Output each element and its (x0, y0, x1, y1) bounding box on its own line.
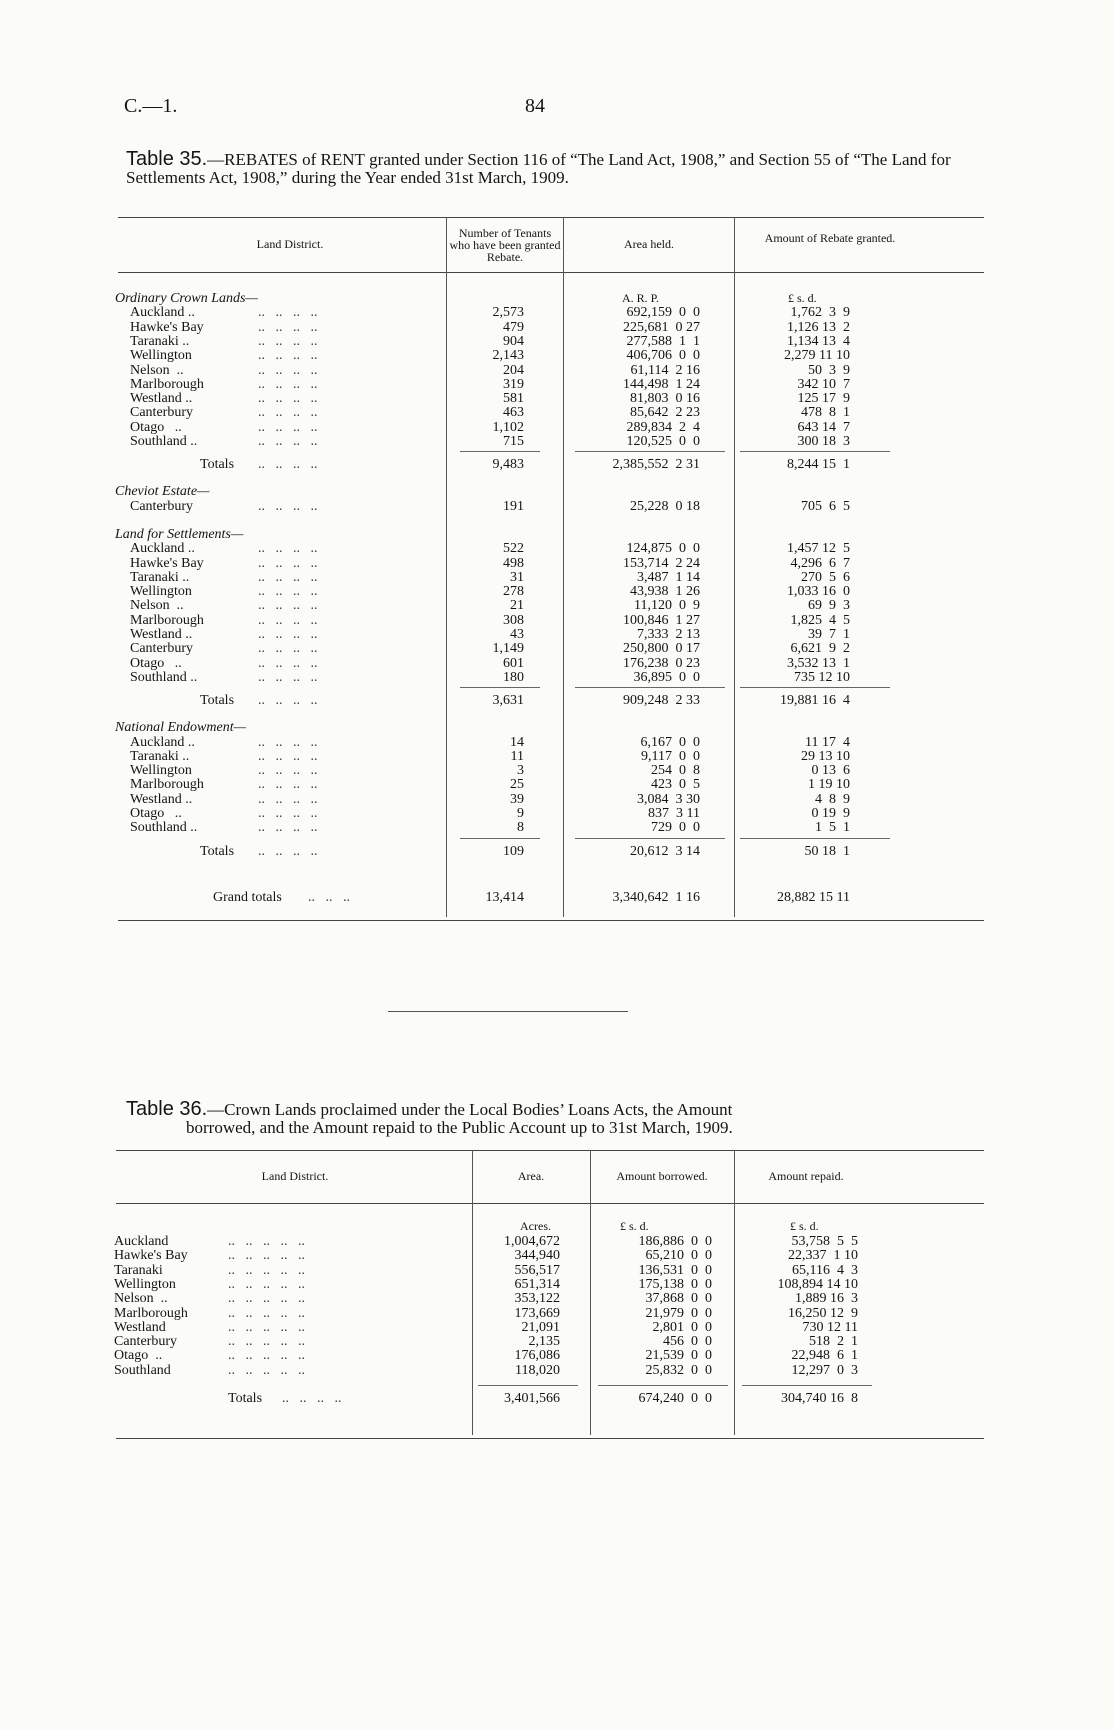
district-name: Nelson .. (114, 1291, 168, 1307)
rebate-amount: 29 13 10 (801, 748, 850, 764)
t35-row: Canterbury .. .. .. .. 1,149 250,800 0 17 6,621 9 2 (130, 641, 850, 657)
district-name: Wellington (130, 348, 192, 364)
area-acres: 176,086 (514, 1348, 560, 1364)
t35-row: Wellington .. .. .. .. 2,143 406,706 0 0 2,279 11 10 (130, 348, 850, 364)
district-name: Westland (114, 1319, 166, 1335)
table36-caption: Table 36.—Crown Lands proclaimed under the Local Bodies’ Loans Acts, the Amount borrowed, and the Amount repaid to the Public Account up to 31st March, 1909. (126, 1098, 733, 1137)
rebate-amount: 69 9 3 (808, 598, 850, 614)
amount-borrowed: 21,979 0 0 (645, 1305, 712, 1321)
t36-row: Taranaki .. .. .. .. .. 556,517 136,531 0 0 65,116 4 3 (114, 1262, 858, 1278)
area-held: 36,895 0 0 (633, 669, 700, 685)
tenants-count: 204 (503, 362, 524, 378)
area-held: 406,706 0 0 (626, 348, 700, 364)
t35-row: Otago .. .. .. .. .. 9 837 3 11 0 19 9 (130, 806, 850, 821)
rebate-amount: 6,621 9 2 (790, 641, 850, 657)
area-acres: 2,135 (528, 1334, 560, 1350)
district-name: Taranaki (114, 1262, 163, 1278)
area-held: 250,800 0 17 (623, 641, 700, 657)
area-held: 25,228 0 18 (630, 498, 700, 514)
t35-grand-totals-row: Grand totals .. .. .. 13,414 3,340,642 1 16 28,882 15 11 (213, 890, 850, 905)
totals-label: Totals (200, 693, 235, 709)
rebate-amount: 342 10 7 (797, 376, 850, 392)
area-held: 144,498 1 24 (623, 376, 700, 392)
rebate-amount: 3,532 13 1 (787, 655, 850, 671)
area-held: 729 0 0 (651, 820, 700, 836)
subtotal-rule (740, 451, 890, 452)
amount-repaid: 22,337 1 10 (788, 1248, 858, 1264)
tenants-count: 278 (503, 584, 524, 600)
district-name: Nelson .. (130, 362, 184, 378)
district-name: Wellington (114, 1276, 176, 1292)
amount-repaid: 22,948 6 1 (791, 1348, 858, 1364)
rebate-amount: 1,825 4 5 (790, 612, 850, 628)
t35-header-district: Land District. (256, 237, 324, 251)
totals-label: Totals (200, 457, 235, 473)
tenants-count: 21 (510, 598, 524, 614)
district-name: Hawke's Bay (130, 319, 204, 335)
t35-row: Auckland .. .. .. .. .. 14 6,167 0 0 11 17 4 (130, 734, 850, 750)
rebate-amount: 478 8 1 (801, 405, 850, 421)
tenants-count: 308 (503, 612, 524, 628)
tenants-count: 319 (503, 376, 524, 392)
t35-row: Nelson .. .. .. .. .. 204 61,114 2 16 50 3 9 (130, 362, 850, 378)
t35-money-units: £ s. d. (788, 291, 817, 305)
t35-section-title: Cheviot Estate— (115, 484, 210, 500)
t35-row: Marlborough .. .. .. .. 319 144,498 1 24 342 10 7 (130, 376, 850, 392)
rebate-amount: 125 17 9 (797, 391, 850, 407)
area-held: 124,875 0 0 (626, 541, 700, 557)
t36-area-units: Acres. (520, 1219, 551, 1233)
table35-caption: Table 35.—REBATES of RENT granted under Section 116 of “The Land Act, 1908,” and Section 55 of “The Land for Settlements Act, 1908,” during the Year ended 31st March, 1909. (126, 148, 951, 187)
tenants-count: 9 (517, 806, 524, 821)
rebate-amount: 1,126 13 2 (787, 319, 850, 335)
district-name: Southland .. (130, 820, 198, 836)
subtotal-rule (460, 687, 540, 688)
t35-area-units: A. R. P. (622, 291, 660, 305)
tenants-count: 904 (503, 333, 524, 349)
tenants-count: 2,143 (492, 348, 524, 364)
area-held: 289,834 2 4 (626, 419, 700, 435)
t36-repaid-units: £ s. d. (790, 1219, 819, 1233)
t36-row: Wellington .. .. .. .. .. 651,314 175,138 0 0 108,894 14 10 (114, 1276, 858, 1292)
rebate-amount: 4,296 6 7 (790, 555, 850, 571)
t35-row: Westland .. .. .. .. .. 581 81,803 0 16 125 17 9 (130, 391, 850, 407)
tenants-count: 715 (503, 434, 524, 449)
t35-row: Westland .. .. .. .. .. 43 7,333 2 13 39 7 1 (130, 627, 850, 642)
amount-borrowed: 2,801 0 0 (652, 1319, 712, 1335)
district-name: Canterbury (114, 1334, 177, 1350)
tenants-count: 180 (503, 669, 524, 685)
district-name: Hawke's Bay (114, 1248, 188, 1264)
district-name: Nelson .. (130, 598, 184, 614)
area-held: 153,714 2 24 (623, 555, 700, 571)
district-name: Taranaki .. (130, 748, 190, 764)
area-acres: 173,669 (514, 1305, 560, 1321)
district-name: Canterbury (130, 405, 193, 421)
area-held: 3,487 1 14 (637, 569, 700, 585)
t35-row: Taranaki .. .. .. .. .. 904 277,588 1 1 1,134 13 4 (130, 333, 850, 349)
t36-row: Southland .. .. .. .. .. 118,020 25,832 0 0 12,297 0 3 (114, 1362, 858, 1378)
rebate-amount: 1,033 16 0 (787, 584, 850, 600)
district-name: Southland .. (130, 434, 198, 449)
district-name: Taranaki .. (130, 569, 190, 585)
amount-repaid: 53,758 5 5 (791, 1234, 858, 1249)
amount-borrowed: 136,531 0 0 (638, 1262, 712, 1278)
t35-totals-row: Totals .. .. .. .. 9,483 2,385,552 2 31 8,244 15 1 (200, 457, 850, 473)
district-name: Wellington (130, 763, 192, 779)
rebate-amount: 2,279 11 10 (784, 348, 850, 364)
amount-repaid: 1,889 16 3 (795, 1291, 858, 1307)
district-name: Southland (114, 1362, 171, 1378)
t35-section-title: National Endowment— (115, 720, 247, 736)
rebate-amount: 0 13 6 (811, 763, 850, 779)
district-name: Marlborough (130, 777, 204, 793)
t35-header-rebate: Amount of Rebate granted. (764, 231, 896, 245)
area-held: 277,588 1 1 (626, 333, 700, 349)
totals-label: Totals (200, 843, 235, 859)
t35-row: Westland .. .. .. .. .. 39 3,084 3 30 4 8 9 (130, 791, 850, 807)
t35-section-title: Ordinary Crown Lands— (115, 291, 258, 306)
area-held: 176,238 0 23 (623, 655, 700, 671)
subtotal-rule (740, 838, 890, 839)
area-held: 81,803 0 16 (630, 391, 700, 407)
t35-header-area: Area held. (624, 237, 674, 251)
district-name: Southland .. (130, 669, 198, 685)
area-acres: 1,004,672 (504, 1234, 560, 1249)
t35-row: Wellington .. .. .. .. 3 254 0 8 0 13 6 (130, 763, 850, 779)
subtotal-rule (460, 451, 540, 452)
district-name: Marlborough (130, 612, 204, 628)
rebate-amount: 643 14 7 (797, 419, 850, 435)
t35-row: Hawke's Bay .. .. .. .. 479 225,681 0 27 1,126 13 2 (130, 319, 850, 335)
rebate-amount: 1,762 3 9 (790, 305, 850, 321)
t36-header-borrowed: Amount borrowed. (616, 1169, 708, 1183)
area-acres: 21,091 (521, 1319, 560, 1335)
tenants-count: 463 (503, 405, 524, 421)
district-name: Auckland .. (130, 305, 195, 321)
rebate-amount: 39 7 1 (808, 627, 850, 642)
t35-totals-row: Totals .. .. .. .. 3,631 909,248 2 33 19,881 16 4 (200, 693, 850, 709)
amount-repaid: 12,297 0 3 (791, 1362, 858, 1378)
page-code: C.—1. (124, 95, 178, 117)
tenants-count: 1,149 (492, 641, 524, 657)
t35-row: Nelson .. .. .. .. .. 21 11,120 0 9 69 9 3 (130, 598, 850, 614)
page-number: 84 (525, 95, 545, 117)
rebate-amount: 0 19 9 (811, 806, 850, 821)
area-acres: 118,020 (515, 1362, 560, 1378)
t35-row: Taranaki .. .. .. .. .. 31 3,487 1 14 270 5 6 (130, 569, 850, 585)
area-held: 11,120 0 9 (634, 598, 700, 614)
tenants-count: 11 (510, 748, 524, 764)
subtotal-rule (598, 1385, 728, 1386)
area-held: 254 0 8 (651, 763, 700, 779)
t36-row: Hawke's Bay .. .. .. .. .. 344,940 65,210 0 0 22,337 1 10 (114, 1248, 858, 1264)
t36-borrowed-units: £ s. d. (620, 1219, 649, 1233)
tenants-count: 3 (517, 763, 524, 779)
rebate-amount: 705 6 5 (801, 498, 850, 514)
amount-repaid: 65,116 4 3 (792, 1262, 858, 1278)
rebate-amount: 11 17 4 (805, 734, 850, 750)
rebate-amount: 1 5 1 (815, 820, 850, 836)
t36-row: Marlborough .. .. .. .. .. 173,669 21,979 0 0 16,250 12 9 (114, 1305, 858, 1321)
district-name: Wellington (130, 584, 192, 600)
amount-borrowed: 21,539 0 0 (645, 1348, 712, 1364)
t35-section-title: Land for Settlements— (115, 526, 244, 542)
area-held: 423 0 5 (651, 777, 700, 793)
t36-row: Nelson .. .. .. .. .. .. 353,122 37,868 0 0 1,889 16 3 (114, 1291, 858, 1307)
area-held: 692,159 0 0 (626, 305, 700, 321)
tenants-count: 2,573 (492, 305, 524, 321)
district-name: Canterbury (130, 641, 193, 657)
t36-header-area: Area. (517, 1169, 545, 1183)
district-name: Marlborough (114, 1305, 188, 1321)
t36-row: Otago .. .. .. .. .. .. 176,086 21,539 0 0 22,948 6 1 (114, 1348, 858, 1364)
amount-borrowed: 37,868 0 0 (645, 1291, 712, 1307)
subtotal-rule (460, 838, 540, 839)
rebate-amount: 300 18 3 (797, 434, 850, 449)
subtotal-rule (742, 1385, 872, 1386)
tenants-count: 43 (510, 627, 524, 642)
amount-borrowed: 25,832 0 0 (645, 1362, 712, 1378)
area-held: 100,846 1 27 (623, 612, 700, 628)
area-held: 837 3 11 (648, 806, 700, 821)
district-name: Otago .. (130, 806, 182, 821)
district-name: Otago .. (130, 419, 182, 435)
t35-row: Otago .. .. .. .. .. 601 176,238 0 23 3,532 13 1 (130, 655, 850, 671)
tenants-count: 14 (510, 734, 524, 750)
t35-row: Hawke's Bay .. .. .. .. 498 153,714 2 24 4,296 6 7 (130, 555, 850, 571)
subtotal-rule (740, 687, 890, 688)
t35-row: Auckland .. .. .. .. .. 522 124,875 0 0 1,457 12 5 (130, 541, 850, 557)
area-acres: 556,517 (514, 1262, 560, 1278)
tenants-count: 39 (510, 791, 524, 807)
tenants-count: 522 (503, 541, 524, 557)
rebate-amount: 4 8 9 (815, 791, 850, 807)
subtotal-rule (575, 687, 725, 688)
area-held: 225,681 0 27 (623, 319, 700, 335)
rebate-amount: 1,134 13 4 (787, 333, 850, 349)
rebate-amount: 50 3 9 (808, 362, 850, 378)
t36-totals-row: Totals .. .. .. .. 3,401,566 674,240 0 0 304,740 16 8 (228, 1391, 858, 1406)
amount-repaid: 518 2 1 (809, 1334, 858, 1350)
t36-row: Auckland .. .. .. .. .. 1,004,672 186,886 0 0 53,758 5 5 (114, 1234, 858, 1249)
district-name: Taranaki .. (130, 333, 190, 349)
amount-borrowed: 65,210 0 0 (645, 1248, 712, 1264)
amount-borrowed: 175,138 0 0 (638, 1276, 712, 1292)
subtotal-rule (478, 1385, 578, 1386)
table35-caption-body: granted under Section 116 of “The Land Act, 1908,” and Section 55 of “The Land for Settlements Act, 1908,” during the Year ended 31st March, 1909. (126, 150, 951, 187)
amount-repaid: 730 12 11 (802, 1319, 858, 1335)
area-held: 120,525 0 0 (626, 434, 700, 449)
tenants-count: 191 (503, 498, 524, 514)
area-held: 43,938 1 26 (630, 584, 700, 600)
amount-borrowed: 456 0 0 (663, 1334, 712, 1350)
rebate-amount: 1,457 12 5 (787, 541, 850, 557)
tenants-count: 601 (503, 655, 524, 671)
t35-header-tenants: Number of Tenants who have been granted Rebate. (449, 226, 561, 264)
t36-row: Canterbury .. .. .. .. .. 2,135 456 0 0 518 2 1 (114, 1334, 858, 1350)
area-acres: 353,122 (514, 1291, 560, 1307)
district-name: Otago .. (114, 1348, 163, 1364)
area-held: 3,084 3 30 (637, 791, 700, 807)
tenants-count: 1,102 (492, 419, 524, 435)
area-held: 6,167 0 0 (640, 734, 700, 750)
totals-label: Totals (228, 1391, 263, 1406)
section-divider (388, 1011, 628, 1012)
area-held: 9,117 0 0 (641, 748, 700, 764)
t35-row: Marlborough .. .. .. .. 308 100,846 1 27 1,825 4 5 (130, 612, 850, 628)
tenants-count: 498 (503, 555, 524, 571)
tenants-count: 25 (510, 777, 524, 793)
rebate-amount: 1 19 10 (808, 777, 850, 793)
district-name: Marlborough (130, 376, 204, 392)
grand-totals-label: Grand totals (213, 890, 282, 905)
area-acres: 651,314 (514, 1276, 560, 1292)
t35-row: Auckland .. .. .. .. .. 2,573 692,159 0 0 1,762 3 9 (130, 305, 850, 321)
area-acres: 344,940 (514, 1248, 560, 1264)
rebate-amount: 735 12 10 (794, 669, 850, 685)
subtotal-rule (575, 451, 725, 452)
amount-repaid: 16,250 12 9 (788, 1305, 858, 1321)
t35-totals-row: Totals .. .. .. .. 109 20,612 3 14 50 18 1 (200, 843, 850, 859)
t35-row: Canterbury .. .. .. .. 463 85,642 2 23 478 8 1 (130, 405, 850, 421)
tenants-count: 479 (503, 319, 524, 335)
rebate-amount: 270 5 6 (801, 569, 850, 585)
t36-row: Westland .. .. .. .. .. 21,091 2,801 0 0 730 12 11 (114, 1319, 858, 1335)
t35-row: Marlborough .. .. .. .. 25 423 0 5 1 19 10 (130, 777, 850, 793)
district-name: Westland .. (130, 791, 193, 807)
t35-row: Otago .. .. .. .. .. 1,102 289,834 2 4 643 14 7 (130, 419, 850, 435)
area-held: 85,642 2 23 (630, 405, 700, 421)
amount-borrowed: 186,886 0 0 (638, 1234, 712, 1249)
district-name: Auckland .. (130, 734, 195, 750)
t36-header-district: Land District. (261, 1169, 329, 1183)
district-name: Westland .. (130, 391, 193, 407)
t36-header-repaid: Amount repaid. (768, 1169, 844, 1183)
t35-row: Taranaki .. .. .. .. .. 11 9,117 0 0 29 13 10 (130, 748, 850, 764)
t35-row: Wellington .. .. .. .. 278 43,938 1 26 1,033 16 0 (130, 584, 850, 600)
t35-row: Southland .. .. .. .. .. 180 36,895 0 0 735 12 10 (130, 669, 850, 685)
district-name: Hawke's Bay (130, 555, 204, 571)
t35-row: Southland .. .. .. .. .. 715 120,525 0 0 300 18 3 (130, 434, 850, 449)
tenants-count: 31 (510, 569, 524, 585)
district-name: Auckland (114, 1234, 169, 1249)
tenants-count: 581 (503, 391, 524, 407)
area-held: 7,333 2 13 (637, 627, 700, 642)
district-name: Westland .. (130, 627, 193, 642)
district-name: Otago .. (130, 655, 182, 671)
subtotal-rule (575, 838, 725, 839)
district-name: Canterbury (130, 498, 193, 514)
district-name: Auckland .. (130, 541, 195, 557)
t35-row: Canterbury .. .. .. .. 191 25,228 0 18 705 6 5 (130, 498, 850, 514)
table35-title: Table 35. (126, 148, 208, 170)
amount-repaid: 108,894 14 10 (777, 1276, 858, 1292)
table36-title: Table 36. (126, 1098, 208, 1120)
tenants-count: 8 (517, 820, 524, 836)
area-held: 61,114 2 16 (630, 362, 700, 378)
t35-row: Southland .. .. .. .. .. 8 729 0 0 1 5 1 (130, 820, 850, 836)
